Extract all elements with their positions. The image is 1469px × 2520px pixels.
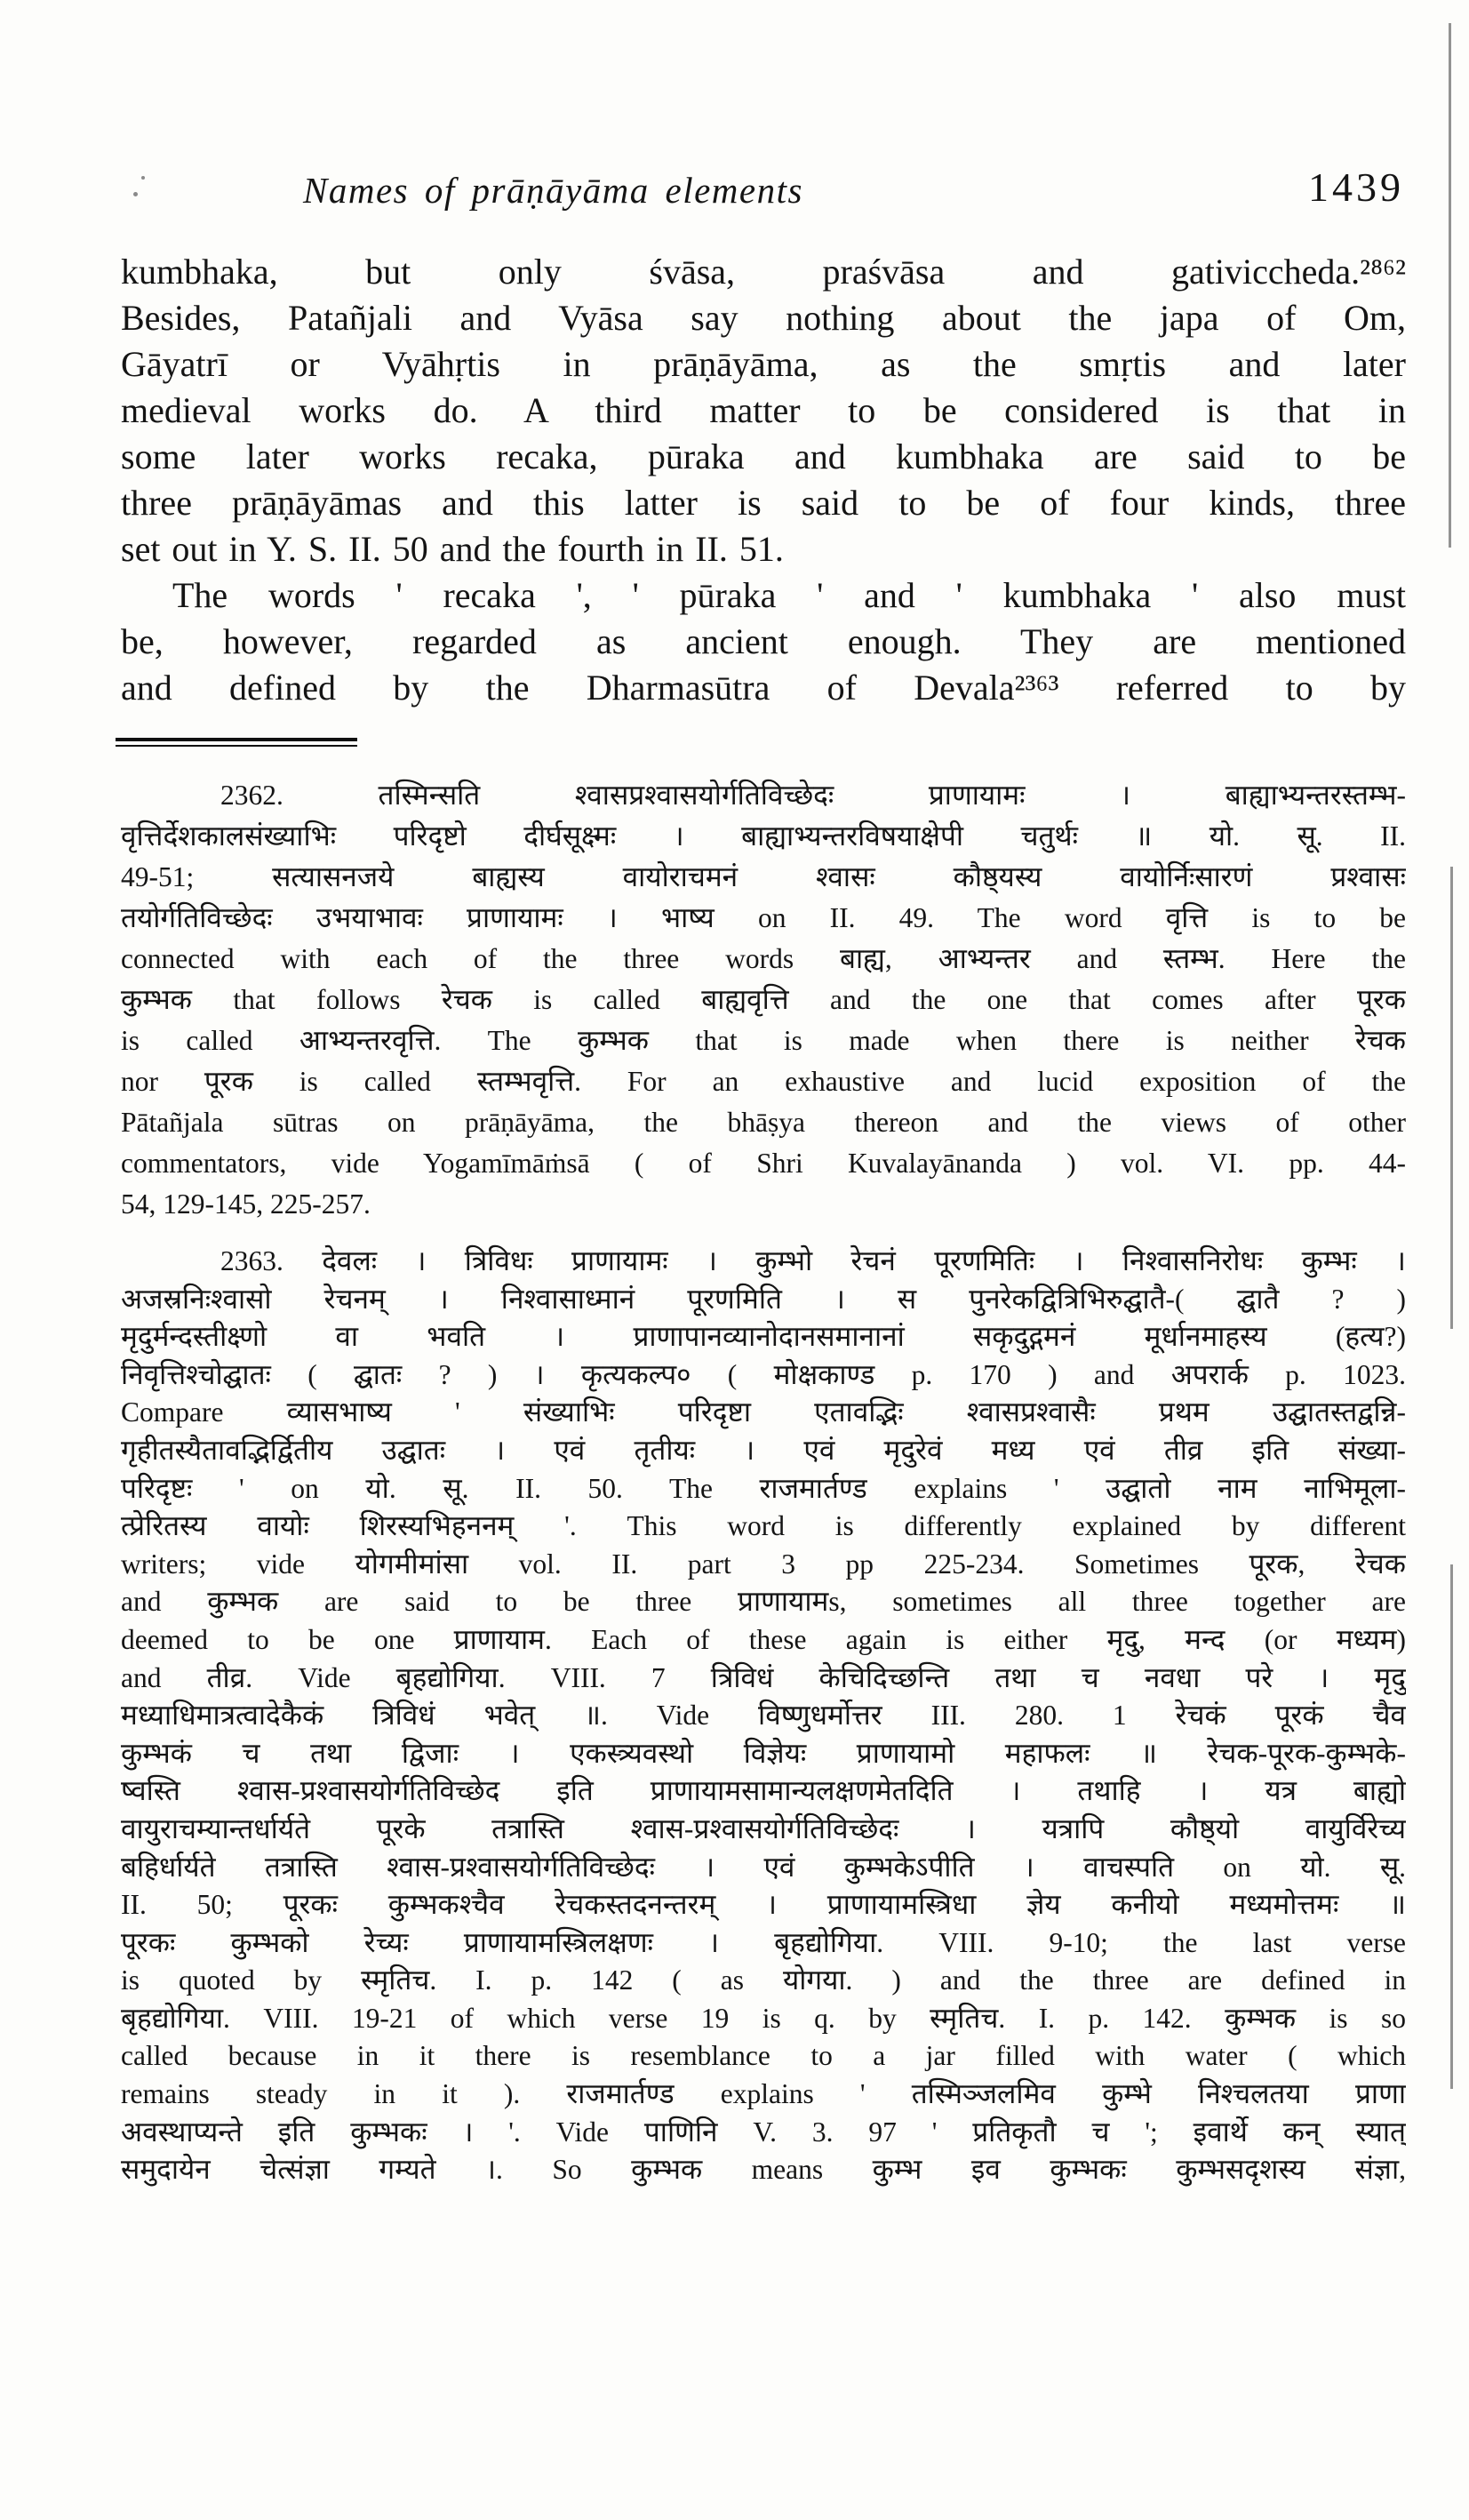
text-line: त्प्रेरितस्य वायोः शिरस्यभिहननम् '. This word is differently explained by different: [121, 1510, 1406, 1542]
text-line: some later works recaka, pūraka and kumbhaka are said to be: [121, 436, 1406, 476]
text-line: 54, 129-145, 225-257.: [121, 1188, 371, 1220]
text-line: kumbhaka, but only śvāsa, praśvāsa and gativiccheda.²⁸⁶²: [121, 252, 1406, 292]
text-line: पूरकः कुम्भको रेच्यः प्राणायामस्त्रिलक्षणः । बृहद्योगिया. VIII. 9-10; the last verse: [121, 1926, 1406, 1958]
text-line: The words ' recaka ', ' pūraka ' and ' kumbhaka ' also must: [172, 575, 1406, 615]
text-line: remains steady in it ). राजमार्तण्ड explains ' तस्मिञ्जलमिव कुम्भे निश्चलतया प्राणा: [121, 2078, 1406, 2110]
text-line: medieval works do. A third matter to be considered is that in: [121, 390, 1406, 430]
running-header: [121, 164, 1406, 217]
text-line: commentators, vide Yogamīmāṁsā ( of Shri Kuvalayānanda ) vol. VI. pp. 44-: [121, 1148, 1406, 1179]
text-line: deemed to be one प्राणायाम. Each of these again is either मृदु, मन्द (or मध्यम): [121, 1623, 1406, 1655]
text-line: निवृत्तिश्चोद्घातः ( द्घातः ? ) । कृत्यकल्प० ( मोक्षकाण्ड p. 170 ) and अपरार्क p. 1023.: [121, 1358, 1406, 1390]
text-line: कुम्भक that follows रेचक is called बाह्यवृत्ति and the one that comes after पूरक: [121, 984, 1406, 1015]
scan-edge-line: [1450, 867, 1453, 1329]
main-text: [121, 249, 1406, 711]
text-line: ष्वस्ति श्वास-प्रश्वासयोर्गतिविच्छेद इति प्राणायामसामान्यलक्षणमेतदिति । तथाहि । यत्र बाह्यो: [121, 1775, 1406, 1807]
text-line: Compare व्यासभाष्य ' संख्याभिः परिदृष्टा एतावद्भिः श्वासप्रश्वासैः प्रथम उद्घातस्तद्वन्नि-: [121, 1396, 1406, 1428]
text-line: बृहद्योगिया. VIII. 19-21 of which verse 19 is q. by स्मृतिच. I. p. 142. कुम्भक is so: [121, 2002, 1406, 2034]
text-line: परिदृष्टः ' on यो. सू. II. 50. The राजमार्तण्ड explains ' उद्घातो नाम नाभिमूला-: [121, 1472, 1406, 1504]
text-line: and कुम्भक are said to be three प्राणायामs, sometimes all three together are: [121, 1586, 1406, 1618]
text-line: writers; vide योगमीमांसा vol. II. part 3 pp 225-234. Sometimes पूरक, रेचक: [121, 1548, 1406, 1580]
text-line: अवस्थाप्यन्ते इति कुम्भकः । '. Vide पाणिनि V. 3. 97 ' प्रतिकृतौ च '; इवार्थे कन् स्यात्: [121, 2116, 1406, 2148]
text-line: and defined by the Dharmasūtra of Devala²³⁶³ referred to by: [121, 668, 1406, 708]
text-line: मृदुर्मन्दस्तीक्ष्णो वा भवति । प्राणापानव्यानोदानसमानानां सकृदुद्गमनं मूर्धानमाहस्य (हत्य?): [121, 1321, 1406, 1353]
footnote-separator-rule: [116, 738, 357, 747]
rule-top-line: [116, 738, 357, 741]
page-title: Names of prāṇāyāma elements: [303, 170, 803, 211]
text-line: कुम्भकं च तथा द्विजाः । एकस्त्र्यवस्थो विज्ञेयः प्राणायामो महाफलः ॥ रेचक-पूरक-कुम्भके-: [121, 1737, 1406, 1769]
scan-edge-line: [1449, 23, 1451, 548]
text-line: Pātañjala sūtras on prāṇāyāma, the bhāṣya thereon and the views of other: [121, 1107, 1406, 1138]
text-line: is quoted by स्मृतिच. I. p. 142 ( as योगया. ) and the three are defined in: [121, 1964, 1406, 1996]
text-line: called because in it there is resemblance to a jar filled with water ( which: [121, 2040, 1406, 2072]
footnotes-section: [121, 775, 1406, 2189]
paragraph-recaka-pura-kumbhaka: [121, 572, 1406, 711]
text-line: गृहीतस्यैतावद्भिर्द्वितीय उद्घातः । एवं तृतीयः । एवं मृदुरेवं मध्य एवं तीव्र इति संख्या-: [121, 1434, 1406, 1466]
text-line: and तीव्र. Vide बृहद्योगिया. VIII. 7 त्रिविधं केचिदिच्छन्ति तथा च नवधा परे । मृदु: [121, 1661, 1406, 1693]
text-line: three prāṇāyāmas and this latter is said to be of four kinds, three: [121, 483, 1406, 523]
text-line: connected with each of the three words बाह्य, आभ्यन्तर and स्तम्भ. Here the: [121, 943, 1406, 974]
text-line: 49-51; सत्यासनजये बाह्यस्य वायोराचमनं श्वासः कौष्ठ्यस्य वायोर्निःसारणं प्रश्वासः: [121, 861, 1406, 892]
text-line: 2363. देवलः । त्रिविधः प्राणायामः । कुम्भो रेचनं पूरणमितिः । निश्वासनिरोधः कुम्भः ।: [220, 1245, 1406, 1276]
text-line: is called आभ्यन्तरवृत्ति. The कुम्भक that is made when there is neither रेचक: [121, 1025, 1406, 1056]
text-line: II. 50; पूरकः कुम्भकश्चैव रेचकस्तदनन्तरम् । प्राणायामस्त्रिधा ज्ञेय कनीयो मध्यमोत्तमः ॥: [121, 1889, 1406, 1921]
text-line: तयोर्गतिविच्छेदः उभयाभावः प्राणायामः । भाष्य on II. 49. The word वृत्ति is to be: [121, 902, 1406, 933]
text-line: set out in Y. S. II. 50 and the fourth in II. 51.: [121, 529, 784, 569]
text-line: समुदायेन चेत्संज्ञा गम्यते ।. So कुम्भक means कुम्भ इव कुम्भकः कुम्भसदृशस्य संज्ञा,: [121, 2154, 1406, 2186]
footnote-2362: [121, 775, 1406, 1225]
text-line: बहिर्धार्यते तत्रास्ति श्वास-प्रश्वासयोर्गतिविच्छेदः । एवं कुम्भकेऽपीति । वाचस्पति on यो. सू.: [121, 1851, 1406, 1883]
text-line: nor पूरक is called स्तम्भवृत्ति. For an exhaustive and lucid exposition of the: [121, 1066, 1406, 1097]
text-line: वृत्तिर्देशकालसंख्याभिः परिदृष्टो दीर्घसूक्ष्मः । बाह्याभ्यन्तरविषयाक्षेपी चतुर्थः ॥ यो. सू. II.: [121, 820, 1406, 852]
footnote-2363: [121, 1243, 1406, 2189]
text-line: अजस्रनिःश्वासो रेचनम् । निश्वासाध्मानं पूरणमिति । स पुनरेकद्वित्रिभिरुद्घातै-( द्घातै ? ): [121, 1283, 1406, 1315]
page-number: 1439: [1308, 164, 1404, 210]
text-line: मध्याधिमात्रत्वादेकैकं त्रिविधं भवेत् ॥. Vide विष्णुधर्मोत्तर III. 280. 1 रेचकं पूरकं चैव: [121, 1700, 1406, 1732]
text-line: be, however, regarded as ancient enough. They are mentioned: [121, 621, 1406, 661]
text-line: वायुराचम्यान्तर्धार्यते पूरके तत्रास्ति श्वास-प्रश्वासयोर्गतिविच्छेदः । यत्रापि कौष्ठ्यो वायुर्विरेच्य: [121, 1812, 1406, 1844]
rule-bottom-line: [116, 745, 357, 747]
text-line: Besides, Patañjali and Vyāsa say nothing about the japa of Om,: [121, 298, 1406, 338]
text-line: Gāyatrī or Vyāhṛtis in prāṇāyāma, as the smṛtis and later: [121, 344, 1406, 384]
scan-edge-line: [1450, 1564, 1453, 2089]
text-line: 2362. तस्मिन्सति श्वासप्रश्वासयोर्गतिविच्छेदः प्राणायामः । बाह्याभ्यन्तरस्तम्भ-: [220, 780, 1406, 811]
paragraph-continuation: [121, 249, 1406, 572]
